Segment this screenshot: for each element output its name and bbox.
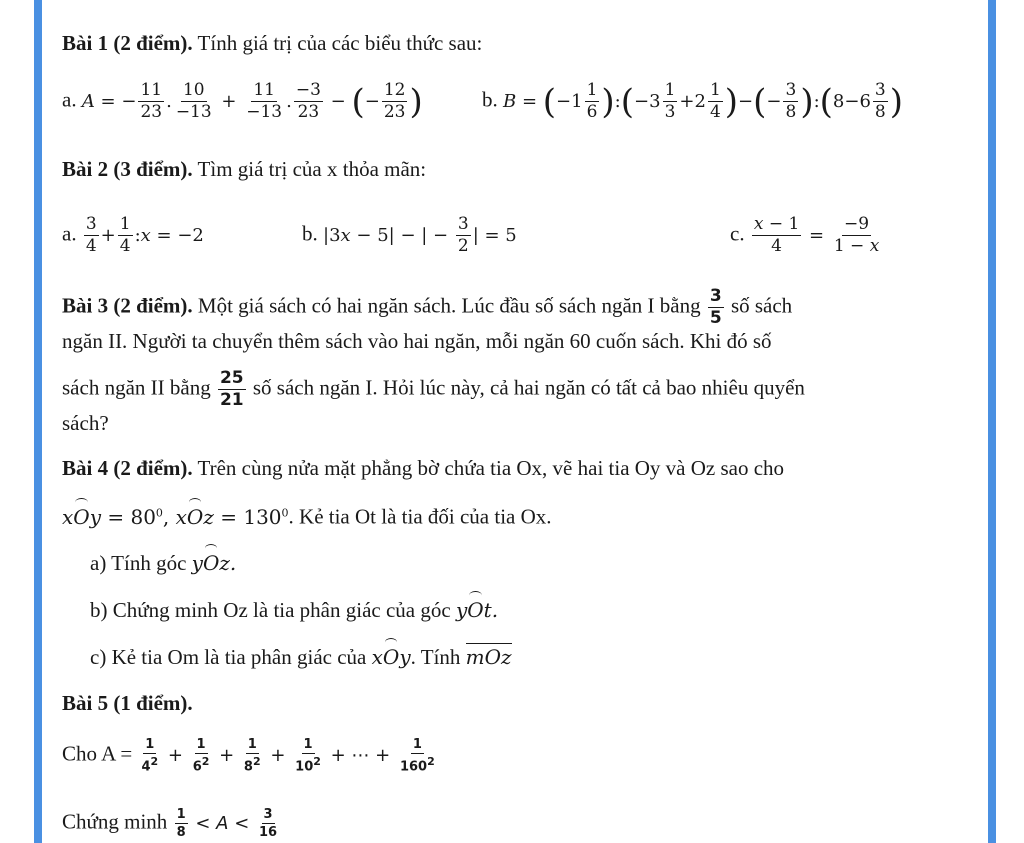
document [62, 0, 964, 843]
bai4-a-text: a) Tính góc [90, 551, 187, 575]
bai5-prove [62, 808, 964, 839]
bai1-a-label: a. [62, 87, 77, 112]
bai4-c-text-1: c) Kẻ tia Om là tia phân giác của [90, 645, 367, 669]
bai2-b-label: b. [302, 221, 318, 246]
bai5-sum: $\frac{1}{4^2}$ + $\frac{1}{6^2}$ + $\frac{1}{8^2}$ + $\frac{1}{10^2}$ + ⋯ + $\frac{1}{160^2}$ [141, 737, 435, 775]
bai3-line3 [62, 370, 964, 409]
bai4-line1 [62, 455, 964, 481]
bai1-b-label: b. [482, 87, 498, 112]
bai1-heading [62, 30, 964, 56]
bai2-a-label: a. [62, 221, 77, 246]
fraction-3-5: $\frac{3}{5}$ [709, 286, 722, 328]
bai2-heading [62, 156, 964, 182]
bai3-text-4: sách? [62, 411, 109, 435]
bai3-text-2: ngăn II. Người ta chuyển thêm sách vào hai ngăn, mỗi ngăn 60 cuốn sách. Khi đó số [62, 329, 772, 353]
angle-mOz: mOz [465, 645, 512, 669]
left-border [34, 0, 42, 843]
bai3-line4 [62, 410, 964, 436]
bai2-a-expression: $\frac{3}{4}$ + $\frac{1}{4}$ :x = −2 [85, 214, 204, 256]
bai1-desc: Tính giá trị của các biểu thức sau: [197, 31, 483, 55]
bai1-b-expression: B = (−1 $\frac{1}{6}$ ):(−3 $\frac{1}{3}$ +2 $\frac{1}{4}$ )−(− $\frac{3}{8}$ ):(8−6 $\frac{3}{8}$ ) [503, 80, 904, 122]
bai5-definition [62, 738, 964, 773]
bai5-title: Bài 5 (1 điểm). [62, 691, 193, 715]
bai3-line1 [62, 288, 964, 327]
bai4-part-c [90, 644, 964, 670]
bai2-c-expression: $\frac{x - 1}{4}$ = $\frac{-9}{1 - x}$ [753, 214, 880, 256]
bai5-prove-text: Chứng minh [62, 809, 168, 834]
bai3-line2 [62, 328, 964, 354]
bai4-c-text-2: . Tính [410, 645, 461, 669]
bai5-heading [62, 690, 964, 716]
angle-yOz: yOz. [191, 551, 237, 575]
bai1-title: Bài 1 (2 điểm). [62, 31, 193, 55]
bai1-a-expression: A = − $\frac{11}{23}$ . $\frac{10}{-13}$ + $\frac{11}{-13}$ . $\frac{-3}{23}$ − (− $\frac{12}{23}$ ) [81, 80, 423, 122]
bai3-text-3b: số sách ngăn I. Hỏi lúc này, cả hai ngăn có tất cả bao nhiêu quyển [252, 375, 805, 400]
bai3-title: Bài 3 (2 điểm). [62, 293, 193, 318]
fraction-25-21: $\frac{25}{21}$ [219, 368, 244, 410]
bai3-text-1: Một giá sách có hai ngăn sách. Lúc đầu số sách ngăn I bằng [197, 293, 701, 318]
bai4-line2 [62, 500, 964, 530]
angle-xOy: xOy [371, 645, 411, 669]
bai4-part-a [90, 550, 964, 576]
angle-yOt: yOt. [455, 598, 499, 622]
bai2-b-expression: |3x − 5| − | − $\frac{3}{2}$ | = 5 [323, 214, 517, 256]
bai4-b-text: b) Chứng minh Oz là tia phân giác của góc [90, 598, 451, 622]
bai5-cho-text: Cho A = [62, 741, 133, 766]
right-border [988, 0, 996, 843]
bai3-text-1-end: số sách [730, 293, 793, 318]
bai4-part-b [90, 597, 964, 623]
bai2-c-label: c. [730, 221, 745, 246]
bai4-title: Bài 4 (2 điểm). [62, 456, 193, 480]
bai2-desc: Tìm giá trị của x thỏa mãn: [197, 157, 427, 181]
bai4-text-1: Trên cùng nửa mặt phẳng bờ chứa tia Ox, vẽ hai tia Oy và Oz sao cho [197, 456, 785, 480]
bai4-angle-equations: xOy = $80^0$, xOz = $130^0$ [62, 504, 289, 529]
bai5-inequality: $\frac{1}{8}$ < A < $\frac{3}{16}$ [176, 807, 278, 840]
bai3-text-3a: sách ngăn II bằng [62, 375, 211, 400]
bai2-title: Bài 2 (3 điểm). [62, 157, 193, 181]
bai4-text-2: . Kẻ tia Ot là tia đối của tia Ox. [288, 504, 552, 529]
bai1-expressions [62, 82, 964, 121]
bai2-expressions [62, 216, 964, 255]
